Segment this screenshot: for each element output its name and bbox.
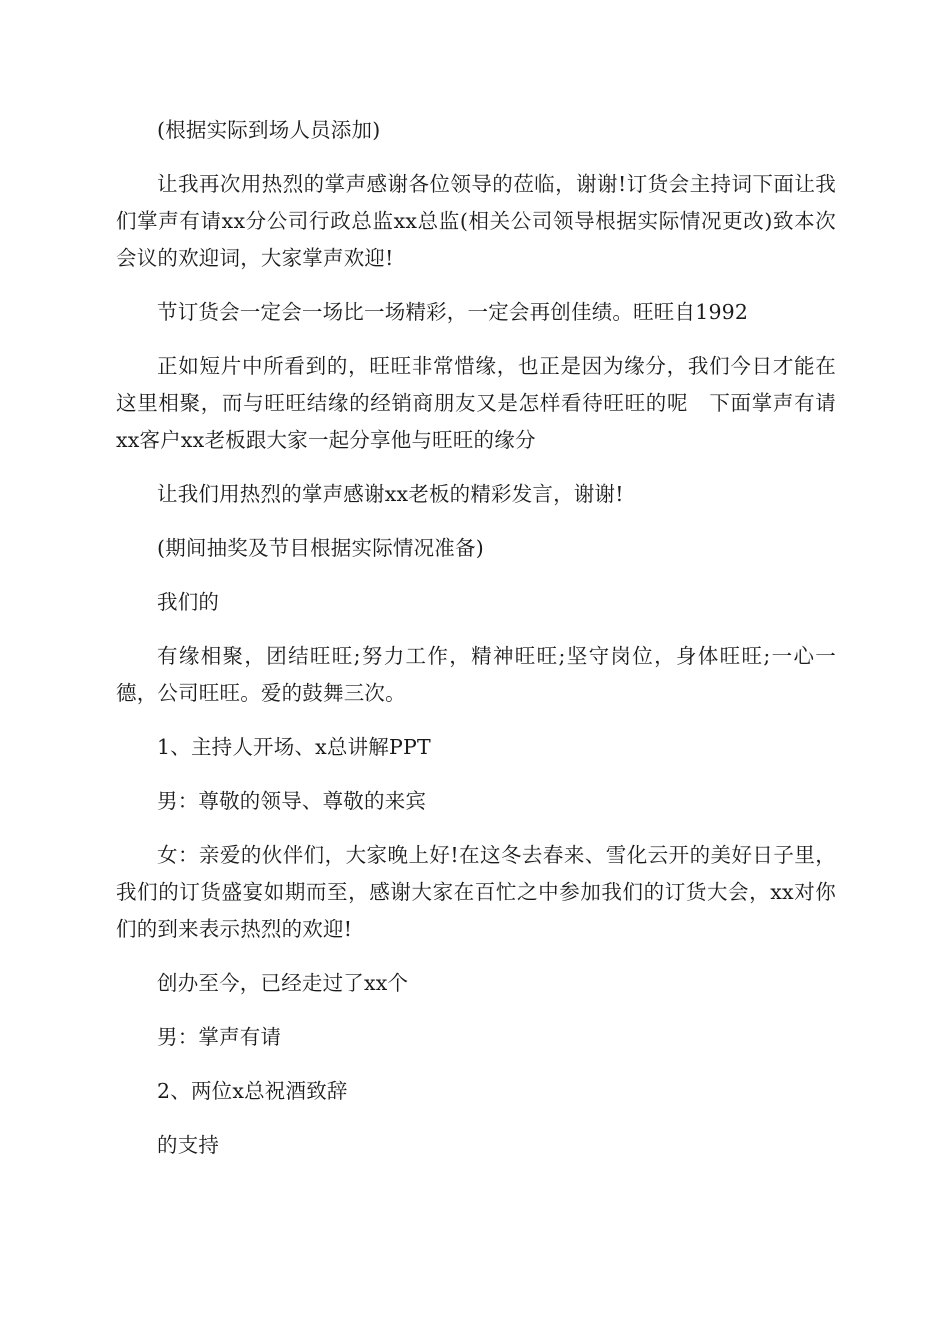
paragraph: 节订货会一定会一场比一场精彩，一定会再创佳绩。旺旺自1992 [157, 300, 749, 324]
paragraph: (期间抽奖及节目根据实际情况准备) [157, 536, 484, 560]
paragraph: 女：亲爱的伙伴们，大家晚上好!在这冬去春来、雪化云开的美好日子里，我们的订货盛宴如期而至，感谢大家在百忙之中参加我们的订货大会，xx对你们的到来表示热烈的欢迎! [116, 843, 836, 941]
document-body [116, 112, 836, 1181]
paragraph: (根据实际到场人员添加) [157, 118, 381, 142]
paragraph: 正如短片中所看到的，旺旺非常惜缘，也正是因为缘分，我们今日才能在这里相聚，而与旺旺结缘的经销商朋友又是怎样看待旺旺的呢 下面掌声有请xx客户xx老板跟大家一起分享他与旺旺的缘分 [116, 354, 836, 452]
paragraph: 有缘相聚，团结旺旺;努力工作，精神旺旺;坚守岗位，身体旺旺;一心一德，公司旺旺。爱的鼓舞三次。 [116, 644, 836, 705]
paragraph: 创办至今，已经走过了xx个 [157, 971, 409, 995]
paragraph: 1、主持人开场、x总讲解PPT [157, 735, 431, 759]
paragraph: 的支持 [157, 1133, 220, 1157]
paragraph: 2、两位x总祝酒致辞 [157, 1079, 348, 1103]
paragraph: 让我们用热烈的掌声感谢xx老板的精彩发言，谢谢! [157, 482, 624, 506]
paragraph: 让我再次用热烈的掌声感谢各位领导的莅临，谢谢!订货会主持词下面让我们掌声有请xx分公司行政总监xx总监(相关公司领导根据实际情况更改)致本次会议的欢迎词，大家掌声欢迎! [116, 172, 836, 270]
paragraph: 男：掌声有请 [157, 1025, 282, 1049]
paragraph: 我们的 [157, 590, 220, 614]
paragraph: 男：尊敬的领导、尊敬的来宾 [157, 789, 427, 813]
